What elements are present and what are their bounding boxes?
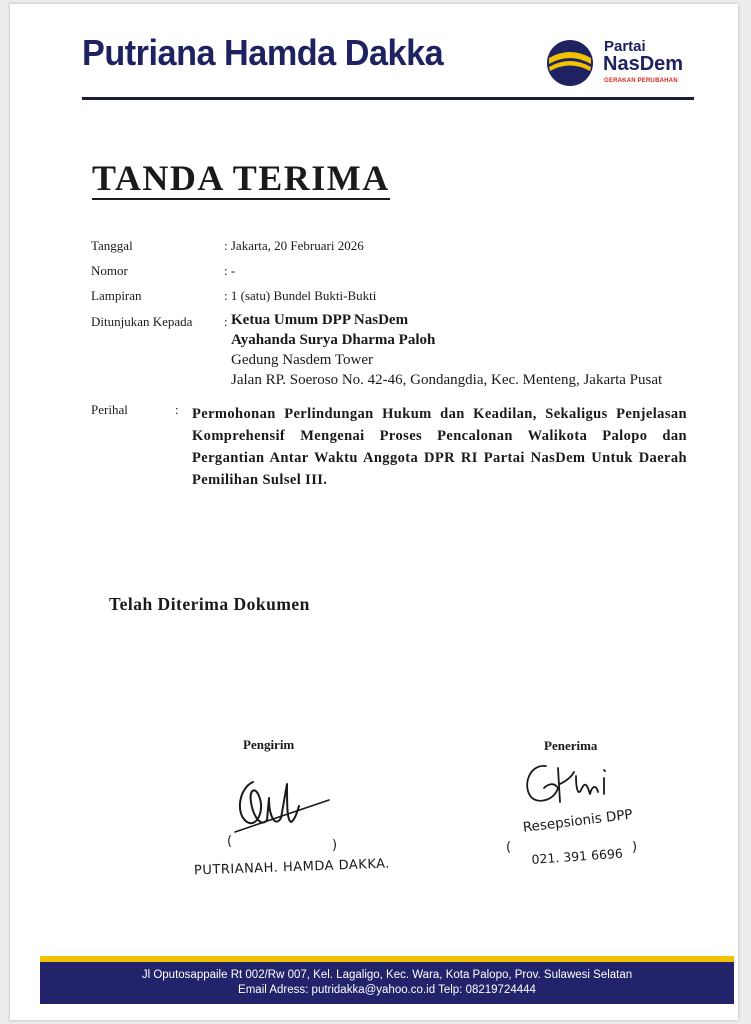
perihal-colon: : [175,402,179,417]
recipient-line: Jalan RP. Soeroso No. 42-46, Gondangdia, Kec. Menteng, Jakarta Pusat [231,372,663,388]
logo-tagline: GERAKAN PERUBAHAN [604,78,678,84]
receiver-open-paren: ( [506,840,512,855]
receiver-handwritten-role: Resepsionis DPP [522,806,634,836]
receiver-title: Penerima [544,738,598,753]
footer-band [40,962,734,1004]
field-label-ditunjukan-kepada: Ditunjukan Kepada [91,314,193,329]
field-value-nomor: : - [224,263,236,278]
perihal-text: Permohonan Perlindungan Hukum dan Keadilan, Sekaligus Penjelasan Komprehensif Mengenai Proses Pencalonan Walikota Palopo dan Pergantian Antar Waktu Anggota DPR RI Partai NasDem Untuk Daerah Pemilihan Sulsel III. [192,406,687,488]
receiver-handwritten-phone: 021. 391 6696 [531,845,624,867]
field-label-nomor: Nomor [91,263,128,278]
field-value-ditunjukan-colon: : [224,314,228,329]
perihal-label: Perihal [91,402,128,417]
letterhead-name: Putriana Hamda Dakka [82,32,444,73]
footer-address: Jl Oputosappaile Rt 002/Rw 007, Kel. Lagaligo, Kec. Wara, Kota Palopo, Prov. Sulawesi Selatan [141,969,633,981]
sender-title: Pengirim [243,737,295,752]
received-statement: Telah Diterima Dokumen [109,594,310,614]
recipient-line: Gedung Nasdem Tower [231,352,373,368]
sender-open-paren: ( [227,834,233,849]
receiver-signature [518,758,628,813]
recipient-line: Ketua Umum DPP NasDem [231,312,409,328]
nasdem-logo-icon [543,38,597,88]
document-title: TANDA TERIMA [92,158,390,198]
recipient-line: Ayahanda Surya Dharma Paloh [231,332,436,348]
receiver-close-paren: ) [632,840,638,855]
field-label-tanggal: Tanggal [91,238,133,253]
sender-signature [225,770,335,840]
field-label-lampiran: Lampiran [91,288,142,303]
logo-word-nasdem: NasDem [603,53,684,75]
sender-close-paren: ) [332,838,338,853]
sender-handwritten-name: PUTRIANAH. HAMDA DAKKA. [193,856,391,879]
footer-contact: Email Adress: putridakka@yahoo.co.id Telp: 08219724444 [238,984,536,996]
field-value-lampiran: : 1 (satu) Bundel Bukti-Bukti [224,288,377,303]
header-divider [82,97,694,100]
logo-word-partai: Partai [604,38,646,55]
field-value-tanggal: : Jakarta, 20 Februari 2026 [224,238,364,253]
